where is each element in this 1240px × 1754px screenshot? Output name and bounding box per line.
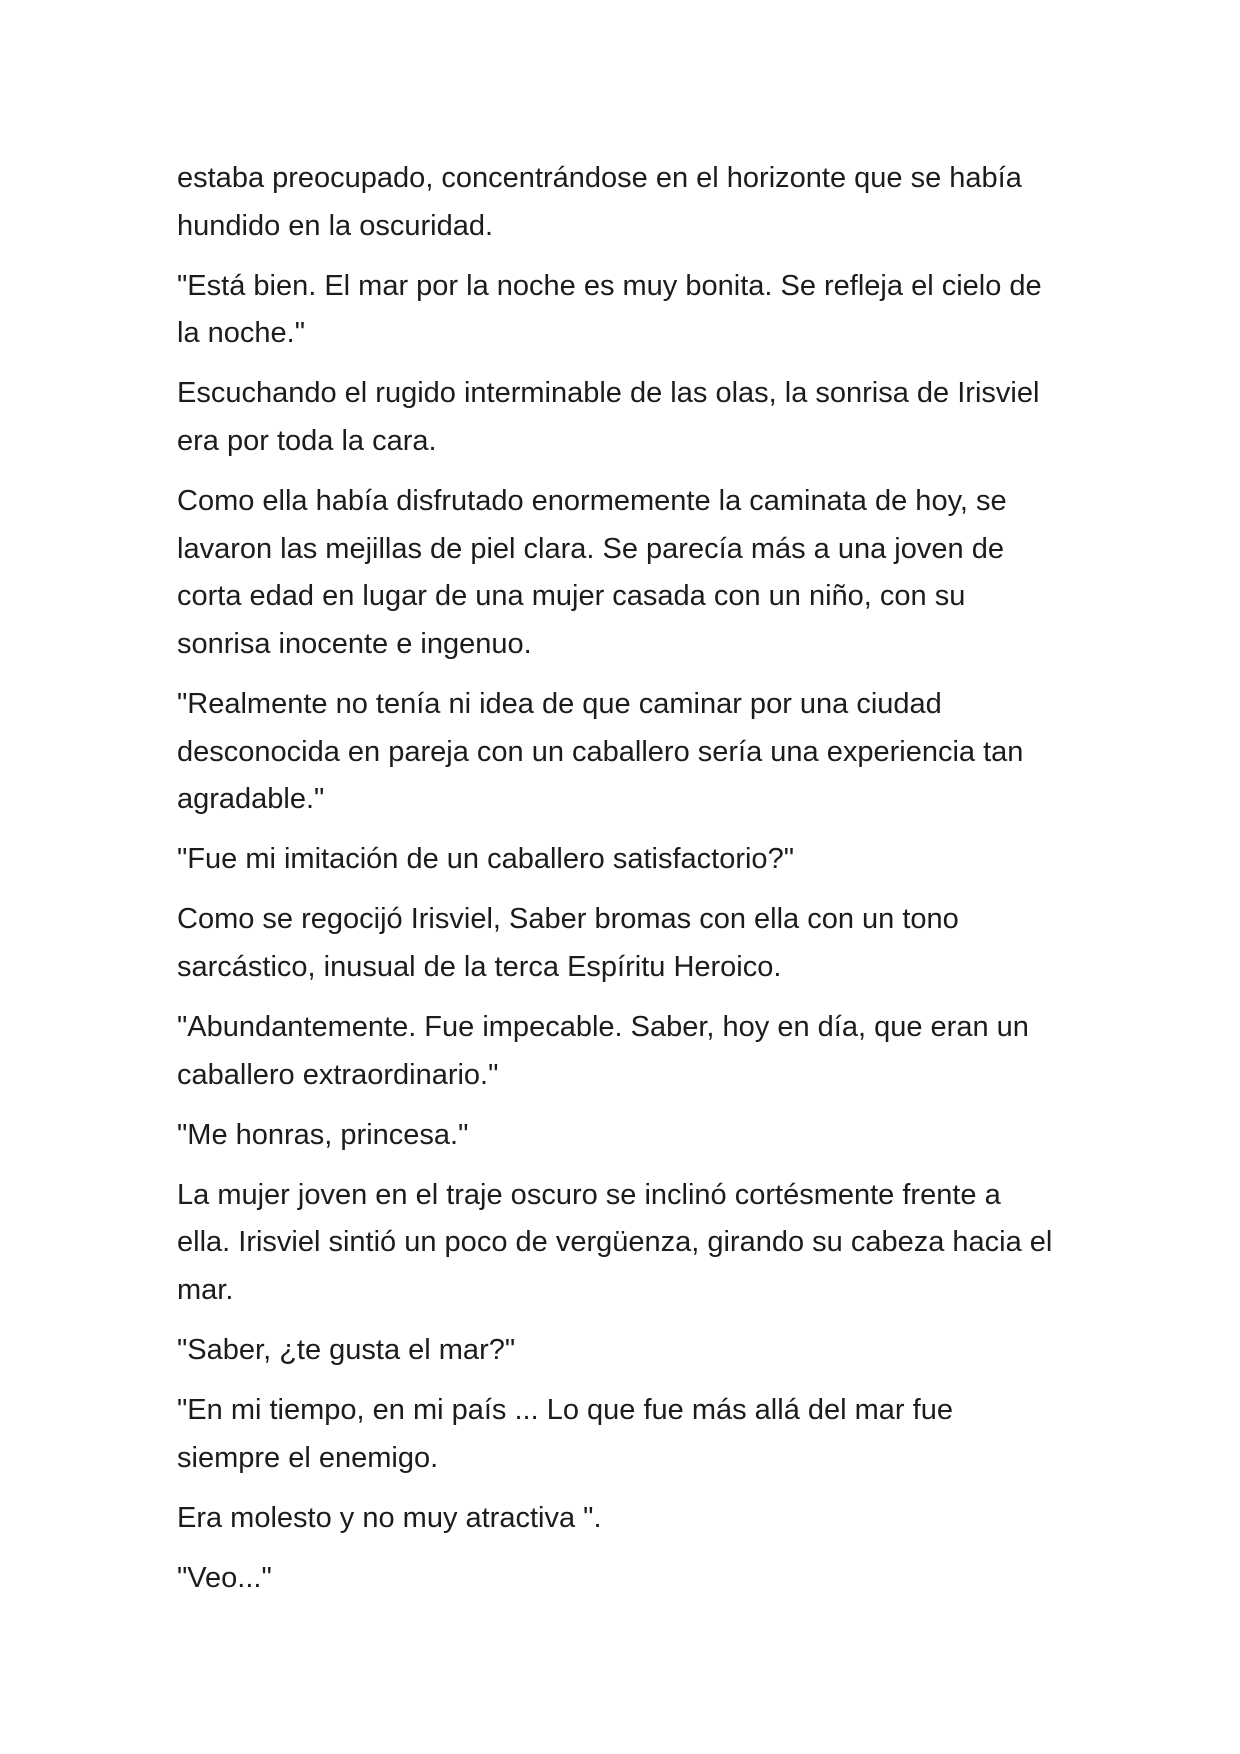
paragraph	[177, 1172, 1137, 1315]
text-line: Escuchando el rugido interminable de las olas, la sonrisa de Irisviel	[177, 377, 1040, 410]
text-line: "Me honras, princesa."	[177, 1118, 469, 1151]
paragraph	[177, 681, 1137, 824]
paragraph	[177, 155, 1137, 250]
paragraph	[177, 263, 1137, 358]
text-line: lavaron las mejillas de piel clara. Se parecía más a una joven de	[177, 532, 1004, 565]
text-line: mar.	[177, 1273, 234, 1306]
text-line: agradable."	[177, 783, 325, 816]
text-line: corta edad en lugar de una mujer casada con un niño, con su	[177, 580, 966, 613]
paragraph	[177, 836, 1137, 884]
text-line: "Realmente no tenía ni idea de que caminar por una ciudad	[177, 687, 942, 720]
text-line: "Abundantemente. Fue impecable. Saber, hoy en día, que eran un	[177, 1011, 1029, 1043]
text-line: era por toda la cara.	[177, 424, 437, 457]
paragraph	[177, 1387, 1137, 1482]
text-line: sonrisa inocente e ingenuo.	[177, 627, 532, 660]
paragraph	[177, 1495, 1137, 1543]
paragraph	[177, 370, 1137, 465]
text-line: hundido en la oscuridad.	[177, 209, 494, 242]
text-line: "Está bien. El mar por la noche es muy bonita. Se refleja el cielo de	[177, 269, 1042, 302]
text-line: Era molesto y no muy atractiva ".	[177, 1501, 602, 1534]
text-line: "En mi tiempo, en mi país ... Lo que fue más allá del mar fue	[177, 1394, 953, 1427]
text-line: La mujer joven en el traje oscuro se inclinó cortésmente frente a	[177, 1178, 1001, 1211]
text-line: "Saber, ¿te gusta el mar?"	[177, 1334, 516, 1367]
text-line: ella. Irisviel sintió un poco de vergüenza, girando su cabeza hacia el	[177, 1226, 1053, 1259]
page-body	[177, 155, 1137, 1615]
paragraph	[177, 478, 1137, 668]
text-line: siempre el enemigo.	[177, 1441, 439, 1474]
text-line: la noche."	[177, 317, 305, 350]
text-line: Como ella había disfrutado enormemente la caminata de hoy, se	[177, 485, 1007, 518]
text-line: "Veo..."	[177, 1561, 272, 1594]
paragraph	[177, 1112, 1137, 1160]
paragraph	[177, 1004, 1137, 1099]
text-line: caballero extraordinario."	[177, 1058, 499, 1091]
text-line: Como se regocijó Irisviel, Saber bromas con ella con un tono	[177, 903, 959, 936]
text-line: sarcástico, inusual de la terca Espíritu Heroico.	[177, 950, 782, 983]
paragraph	[177, 1327, 1137, 1375]
text-line: desconocida en pareja con un caballero sería una experiencia tan	[177, 735, 1024, 768]
text-line: estaba preocupado, concentrándose en el horizonte que se había	[177, 162, 1022, 194]
text-line: "Fue mi imitación de un caballero satisfactorio?"	[177, 843, 794, 876]
paragraph	[177, 1555, 1137, 1603]
paragraph	[177, 896, 1137, 991]
